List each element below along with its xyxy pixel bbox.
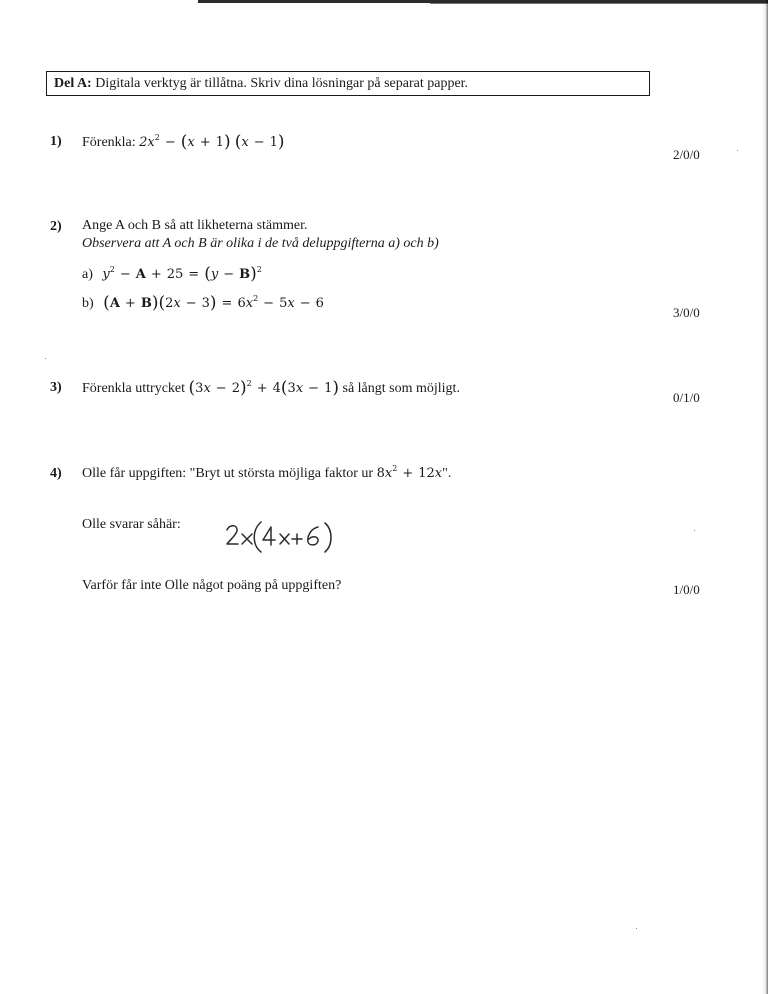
scan-speck [636,928,637,929]
question-1-score: 2/0/0 [673,147,700,162]
scan-speck [737,150,738,151]
question-2-part-b [82,293,324,313]
question-4-prompt-end: ". [442,466,452,481]
question-4-expression: $8x^2 + 12x$ [376,464,443,481]
section-label: Del A: [54,76,92,91]
question-2-line1: Ange A och B så att likheterna stämmer. [82,218,308,233]
question-1-expression: $2x^2 - (x + 1) (x - 1)$ [139,132,285,152]
question-2-score: 3/0/0 [673,305,700,320]
question-3-number: 3) [50,380,62,395]
question-2-part-b-label: b) [82,296,94,311]
section-instructions: Digitala verktyg är tillåtna. Skriv dina lösningar på separat papper. [95,76,469,91]
scan-speck [694,530,695,531]
question-2-part-b-expression: $(A + B)(2x - 3) = 6x^2 - 5x - 6$ [103,293,324,313]
question-3-expression: $(3x - 2)^2 + 4(3x - 1)$ [188,378,339,398]
question-3-score: 0/1/0 [673,390,700,405]
question-4-prompt-start: Olle får uppgiften: "Bryt ut största möjliga faktor ur [82,466,374,481]
scan-speck [45,358,46,359]
question-1-prompt: Förenkla: [82,135,136,150]
question-2-part-a-label: a) [82,267,93,282]
question-3-suffix: så långt som möjligt. [342,381,460,396]
scan-edge-top-shadow [430,3,768,4]
scan-edge-right [762,0,768,994]
handwritten-answer [225,515,337,555]
question-2-part-a-expression: $y^2 - A + 25 = (y - B)^2$ [102,264,262,284]
question-4-text [82,464,451,482]
question-1-text [82,132,285,152]
question-4-question: Varför får inte Olle något poäng på uppgiften? [82,578,342,593]
question-2-number: 2) [50,219,62,234]
question-3-prompt: Förenkla uttrycket [82,381,186,396]
question-4-number: 4) [50,466,62,481]
question-3-text [82,378,460,398]
section-header [46,71,650,96]
question-4-score: 1/0/0 [673,582,700,597]
question-4-answer-label: Olle svarar såhär: [82,517,181,532]
question-2-part-a [82,264,262,284]
question-2-line2: Observera att A och B är olika i de två deluppgifterna a) och b) [82,236,439,251]
question-1-number: 1) [50,134,62,149]
